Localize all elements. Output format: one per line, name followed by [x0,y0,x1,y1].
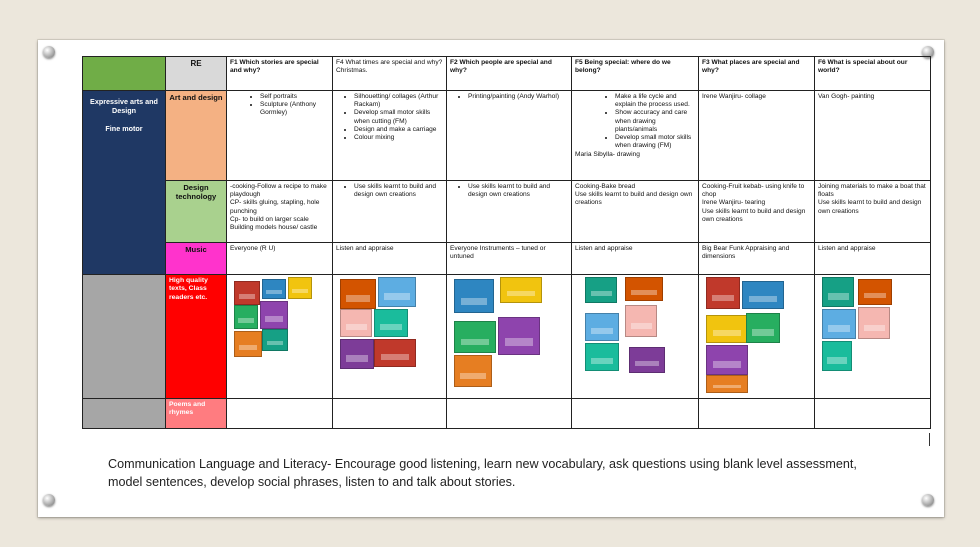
area-cell-grey [83,399,166,429]
list-item: • Colour mixing [354,134,443,142]
cell-poems-f1 [227,399,333,429]
list-item: • Design and make a carriage [354,126,443,134]
book-cover [629,347,665,373]
cell-books-f4 [333,275,447,399]
area-cell-grey [83,275,166,399]
book-cover [498,317,540,355]
row-label-music: Music [166,243,227,275]
cell-poems-f5 [572,399,699,429]
book-cover [374,309,408,337]
header-re: RE [166,57,227,91]
book-cover [822,341,852,371]
book-cover [378,277,416,307]
cell-music-f3: Big Bear Funk Appraising and dimensions [699,243,815,275]
text-line: CP- skills gluing, stapling, hole punching [230,199,320,215]
header-f6: F6 What is special about our world? [815,57,931,91]
book-cover [625,277,663,301]
book-cover [234,305,258,329]
book-covers [575,277,695,395]
area-subtitle: Fine motor [105,124,143,133]
cell-poems-f3 [699,399,815,429]
text-line: Use skills learnt to build and design own creations [818,199,922,215]
book-cover [234,281,260,305]
cell-books-f1 [227,275,333,399]
book-cover [340,279,376,309]
cell-dt-f4 [333,181,447,243]
row-label-dt: Design technology [166,181,227,243]
pushpin-icon [43,494,55,506]
cell-books-f5 [572,275,699,399]
book-cover [454,321,496,353]
list-item: • Use skills learnt to build and design own creations [354,183,443,199]
area-title: Expressive arts and Design [90,97,158,115]
row-design-tech [83,181,931,243]
book-cover [260,301,288,329]
book-cover [706,277,740,309]
book-cover [454,279,494,313]
cell-poems-f2 [447,399,572,429]
area-cell [83,91,166,275]
book-cover [288,277,312,299]
cell-poems-f4 [333,399,447,429]
curriculum-table [82,56,931,429]
book-cover [746,313,780,343]
cell-books-f2 [447,275,572,399]
text-line: Cooking-Bake bread [575,183,636,190]
text-line: Building models house/ castle [230,224,318,232]
book-cover [706,375,748,393]
cell-art-f1 [227,91,333,181]
cell-art-f5 [572,91,699,181]
book-cover [262,279,286,299]
row-label-texts: High quality texts, Class readers etc. [166,275,227,399]
book-covers [818,277,927,395]
cell-music-f6: Listen and appraise [815,243,931,275]
book-cover [625,305,657,337]
list-item: • Make a life cycle and explain the process used. [615,93,695,109]
pushpin-icon [922,494,934,506]
row-music [83,243,931,275]
list-item: • Printing/painting (Andy Warhol) [468,93,568,101]
row-poems [83,399,931,429]
book-cover [858,279,892,305]
book-cover [262,329,288,351]
text-line: Cooking-Fruit kebab- using knife to chop [702,183,805,199]
book-cover [454,355,492,387]
row-art-design [83,91,931,181]
header-f1: F1 Which stories are special and why? [227,57,333,91]
book-covers [336,277,443,395]
text-line: Irene Wanjiru- tearing [702,199,766,207]
header-f4-label: F4 What times are special and why? [336,59,443,66]
book-covers [702,277,811,395]
cell-books-f6 [815,275,931,399]
caption-text: Communication Language and Literacy- Encourage good listening, learn new vocabulary, ask questions using blank level assessment, model sentences, develop social phrases, listen to and talk about stories. [108,457,857,489]
cell-art-f6: Van Gogh- painting [815,91,931,181]
book-cover [234,331,262,357]
header-f5: F5 Being special: where do we belong? [572,57,699,91]
book-cover [585,343,619,371]
cell-dt-f5 [572,181,699,243]
list-item: • Show accuracy and care when drawing plants/animals [615,109,695,134]
row-texts [83,275,931,399]
book-cover [585,313,619,341]
list-item: • Use skills learnt to build and design own creations [468,183,568,199]
book-cover [585,277,617,303]
cell-music-f4: Listen and appraise [333,243,447,275]
header-f2: F2 Which people are special and why? [447,57,572,91]
text-line: -cooking-Follow a recipe to make playdough [230,183,327,199]
book-covers [230,277,329,395]
list-item: • Self portraits [260,93,329,101]
book-cover [340,339,374,369]
cell-books-f3 [699,275,815,399]
text-line: Joining materials to make a boat that floats [818,183,926,199]
book-cover [822,277,854,307]
cell-art-f3: Irene Wanjiru- collage [699,91,815,181]
list-item: • Develop small motor skills when cutting (FM) [354,109,443,125]
list-item: • Sculpture (Anthony Gormley) [260,101,329,117]
header-f4 [333,57,447,91]
text-line: Cp- to build on larger scale [230,215,309,223]
text-line: Use skills learnt to build and design own creations [575,191,693,207]
cell-poems-f6 [815,399,931,429]
cell-art-f5-extra: Maria Sibylla- drawing [575,150,640,158]
book-cover [822,309,856,339]
book-cover [706,345,748,375]
row-label-art: Art and design [166,91,227,181]
book-covers [450,277,568,395]
book-cover [706,315,748,343]
book-cover [374,339,416,367]
pushpin-icon [43,46,55,58]
book-cover [742,281,784,309]
book-cover [500,277,542,303]
header-row [83,57,931,91]
corner-cell [83,57,166,91]
text-cursor [929,433,930,446]
cell-art-f4 [333,91,447,181]
header-f4-extra: Christmas. [336,67,368,75]
list-item: • Develop small motor skills when drawing (FM) [615,134,695,150]
book-cover [858,307,890,339]
cell-art-f2 [447,91,572,181]
header-f3: F3 What places are special and why? [699,57,815,91]
cell-music-f1: Everyone (R U) [227,243,333,275]
cell-dt-f6 [815,181,931,243]
cell-dt-f2 [447,181,572,243]
book-cover [340,309,372,337]
cell-dt-f1 [227,181,333,243]
cell-music-f5: Listen and appraise [572,243,699,275]
text-line: Use skills learnt to build and design own creations [702,207,806,223]
cell-music-f2: Everyone Instruments – tuned or untuned [447,243,572,275]
row-label-poems: Poems and rhymes [166,399,227,429]
list-item: • Silhouetting/ collages (Arthur Rackam) [354,93,443,109]
cell-dt-f3 [699,181,815,243]
